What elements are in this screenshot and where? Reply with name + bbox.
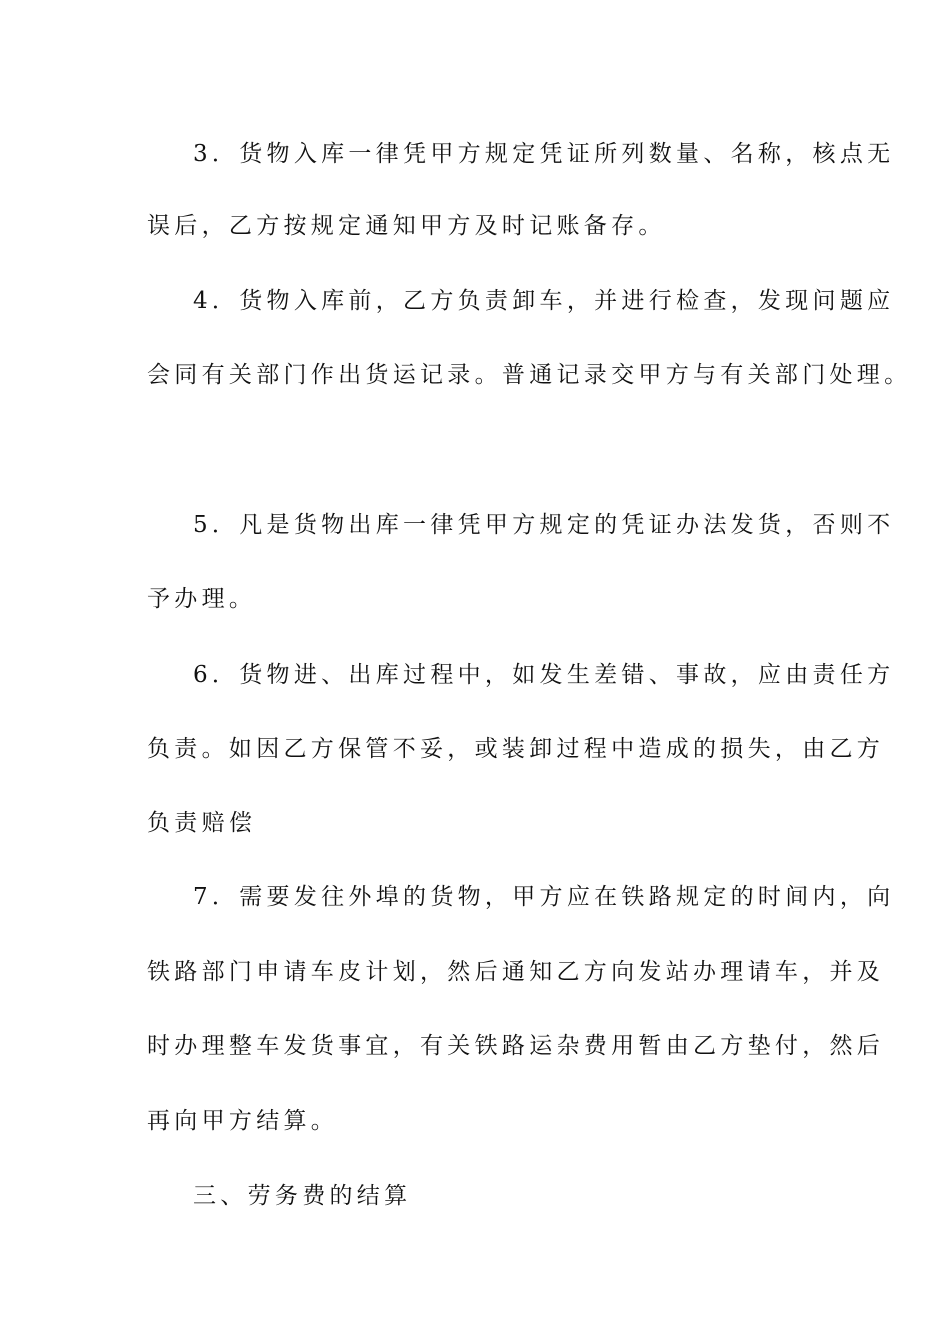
paragraph-6-line-2: 负责。如因乙方保管不妥，或装卸过程中造成的损失，由乙方	[147, 736, 885, 762]
paragraph-7-line-1: 7．需要发往外埠的货物，甲方应在铁路规定的时间内，向	[193, 884, 895, 910]
paragraph-7-line-4: 再向甲方结算。	[147, 1108, 339, 1134]
paragraph-7-line-2: 铁路部门申请车皮计划，然后通知乙方向发站办理请车，并及	[147, 959, 885, 985]
paragraph-3-line-1: 3．货物入库一律凭甲方规定凭证所列数量、名称，核点无	[193, 141, 895, 167]
paragraph-4-line-2: 会同有关部门作出货运记录。普通记录交甲方与有关部门处理。	[147, 362, 912, 388]
paragraph-7-line-3: 时办理整车发货事宜，有关铁路运杂费用暂由乙方垫付，然后	[147, 1033, 885, 1059]
paragraph-6-line-1: 6．货物进、出库过程中，如发生差错、事故，应由责任方	[193, 662, 895, 688]
paragraph-5-line-1: 5．凡是货物出库一律凭甲方规定的凭证办法发货，否则不	[193, 512, 895, 538]
paragraph-5-line-2: 予办理。	[147, 586, 257, 612]
paragraph-3-line-2: 误后，乙方按规定通知甲方及时记账备存。	[147, 213, 666, 239]
paragraph-6-line-3: 负责赔偿	[147, 810, 257, 836]
section-heading: 三、劳务费的结算	[193, 1183, 412, 1209]
paragraph-4-line-1: 4．货物入库前，乙方负责卸车，并进行检查，发现问题应	[193, 288, 895, 314]
